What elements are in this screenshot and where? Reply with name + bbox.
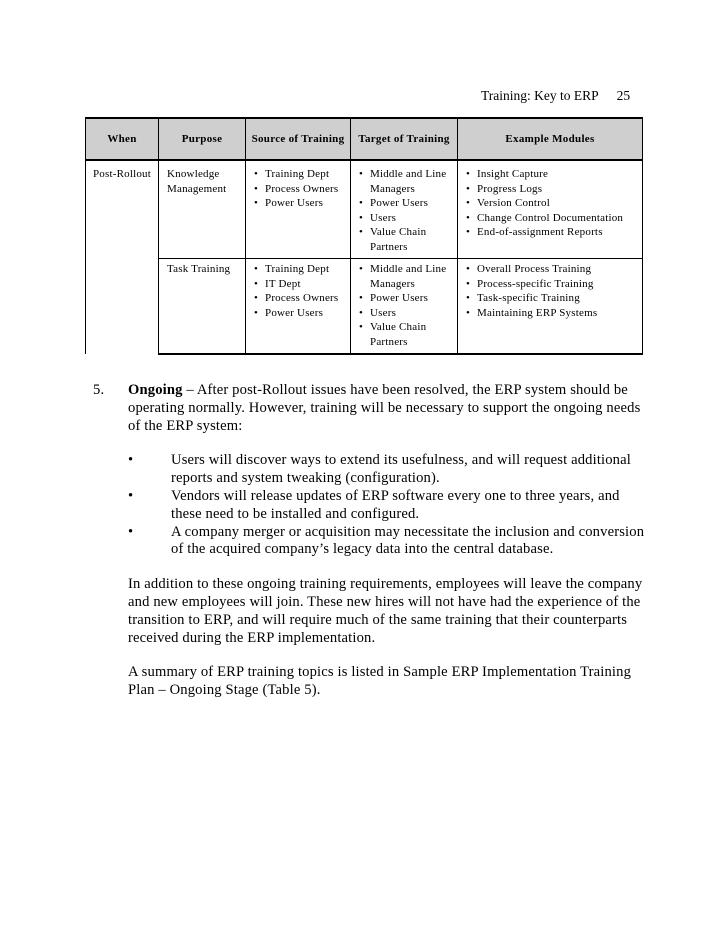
list-item: • Overall Process Training [466,262,637,277]
bullet-text: Users will discover ways to extend its usefulness, and will request additional reports and system tweaking (configuration). [171,452,631,487]
list-item: • Progress Logs [466,182,637,197]
list-item [128,488,653,524]
paragraph: In addition to these ongoing training requirements, employees will leave the company and new employees will join. These new hires will not have had the experience of the transition to ERP, and will require much of the same training that their counterparts received during the ERP implementation. [128,576,643,646]
list-item: • Task-specific Training [466,291,637,306]
list-item: • Process-specific Training [466,277,637,292]
list-item: • Power Users [254,196,345,211]
training-table [85,117,643,355]
list-item: • Maintaining ERP Systems [466,306,637,321]
source-cell [246,160,351,259]
modules-cell [458,259,643,355]
column-header-source: Source of Training [246,118,351,160]
list-item: • Value Chain Partners [359,225,452,254]
purpose-cell: Task Training [159,259,246,355]
column-header-when: When [86,118,159,160]
list-item: • Training Dept [254,167,345,182]
section-intro [128,382,653,435]
list-item: • Change Control Documentation [466,211,637,226]
page-number: 25 [616,88,631,103]
list-item: • End-of-assignment Reports [466,225,637,240]
column-header-modules: Example Modules [458,118,643,160]
section-body [128,382,653,700]
target-cell [351,160,458,259]
list-item: • Users [359,306,452,321]
when-cell: Post-Rollout [86,160,159,354]
bullet-icon: • [128,452,134,469]
table-row [86,160,643,259]
table-header-row [86,118,643,160]
bullet-icon: • [128,487,134,504]
section-number: 5. [93,382,105,398]
bullet-text: A company merger or acquisition may necessitate the inclusion and conversion of the acquired company’s legacy data into the central database. [171,523,645,558]
list-item: • Middle and Line Managers [359,262,452,291]
purpose-cell: Knowledge Management [159,160,246,259]
list-item: • Version Control [466,196,637,211]
source-cell [246,259,351,355]
header-title: Training: Key to ERP [481,88,599,103]
target-cell [351,259,458,355]
list-item: • Power Users [359,291,452,306]
column-header-target: Target of Training [351,118,458,160]
bullet-list [128,452,653,559]
bullet-icon: • [128,523,134,540]
list-item: • Process Owners [254,182,345,197]
list-item [128,452,653,488]
ongoing-section [93,382,653,700]
list-item: • Users [359,211,452,226]
list-item: • Value Chain Partners [359,320,452,349]
list-item: • Power Users [254,306,345,321]
intro-text: – After post-Rollout issues have been resolved, the ERP system should be operating normally. However, training will be necessary to support the ongoing needs of the ERP system: [128,382,641,434]
list-item: • Process Owners [254,291,345,306]
table-row [86,259,643,355]
section-heading: Ongoing [128,382,183,398]
list-item: • IT Dept [254,277,345,292]
list-item [128,524,653,560]
modules-cell [458,160,643,259]
list-item: • Insight Capture [466,167,637,182]
list-item: • Middle and Line Managers [359,167,452,196]
list-item: • Training Dept [254,262,345,277]
column-header-purpose: Purpose [159,118,246,160]
paragraph: A summary of ERP training topics is listed in Sample ERP Implementation Training Plan – Ongoing Stage (Table 5). [128,664,632,699]
list-item: • Power Users [359,196,452,211]
bullet-text: Vendors will release updates of ERP software every one to three years, and these need to be installed and configured. [171,487,620,522]
running-header [481,88,630,104]
